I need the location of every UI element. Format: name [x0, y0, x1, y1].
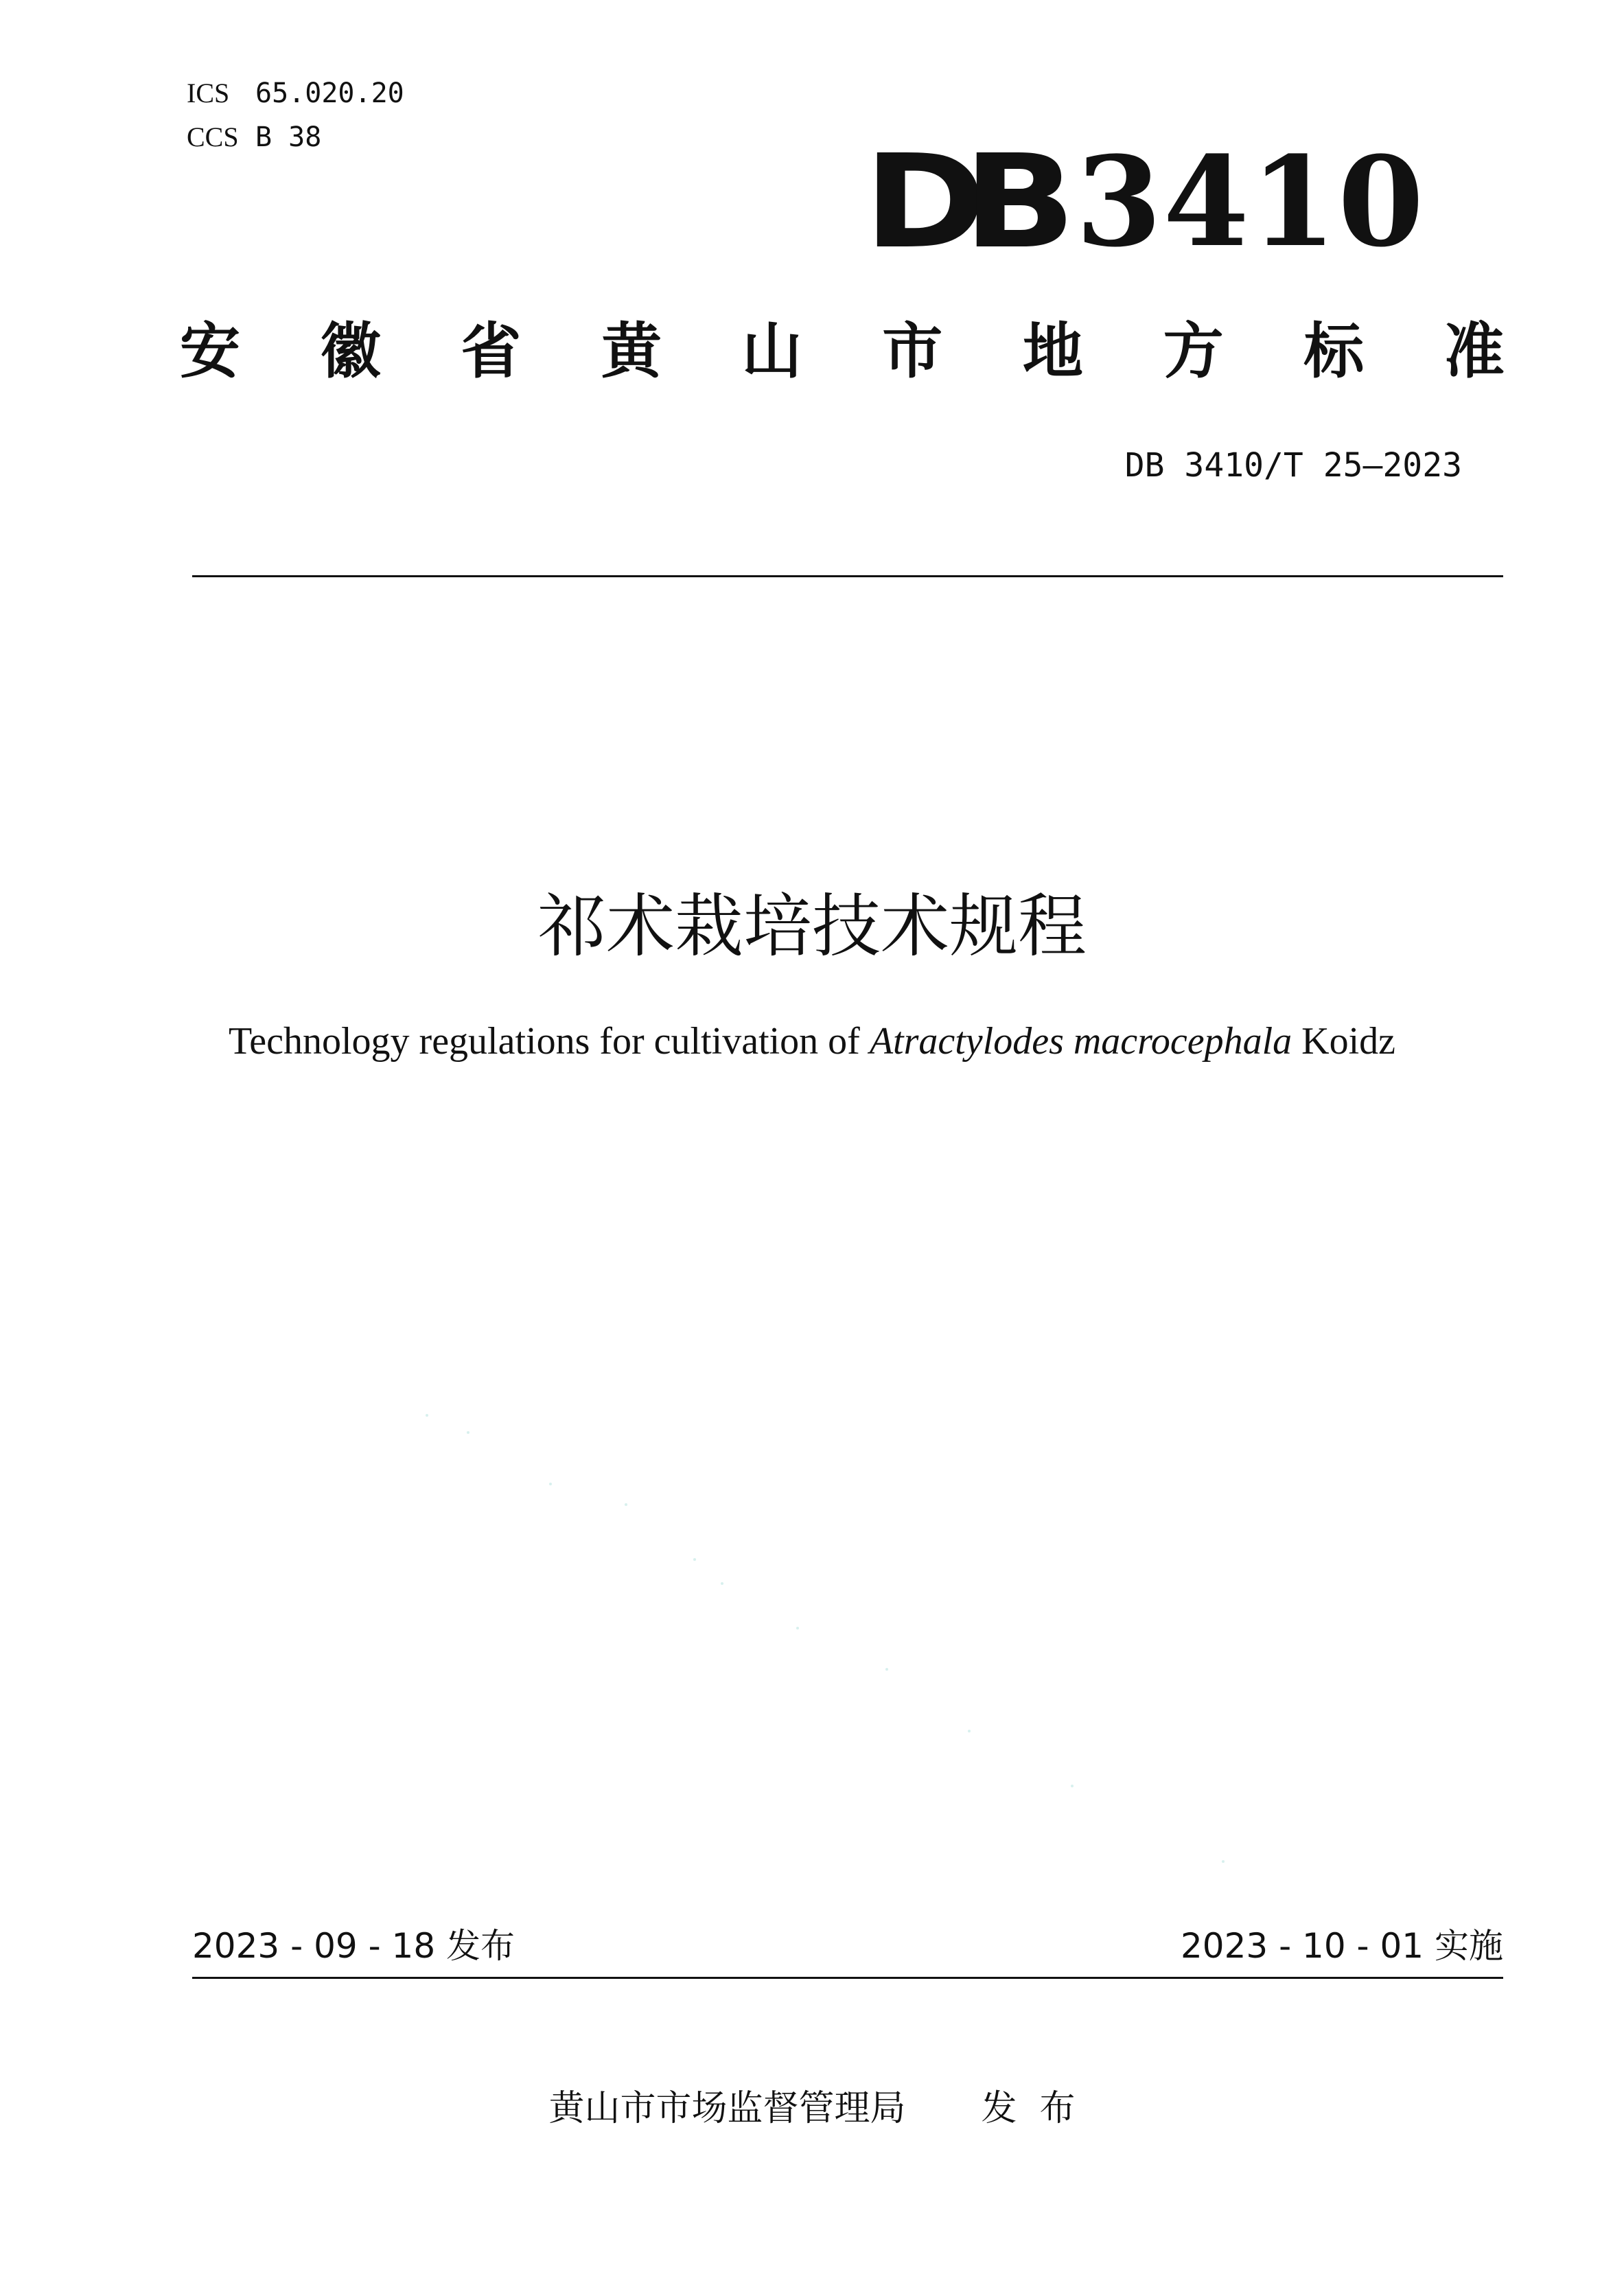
- authority-char: 方: [1163, 316, 1224, 386]
- authority-char: 准: [1443, 316, 1505, 386]
- title-english: [0, 1017, 1624, 1065]
- bottom-divider: [192, 1977, 1503, 1979]
- ccs-label: CCS: [187, 121, 239, 152]
- authority-char: 黄: [601, 316, 662, 386]
- authority-char: 徽: [320, 316, 381, 386]
- authority-char: 省: [461, 316, 522, 386]
- authority-heading: [180, 317, 1505, 386]
- top-divider: [192, 575, 1503, 577]
- authority-char: 安: [180, 316, 241, 386]
- ics-line: [187, 77, 404, 110]
- authority-char: 山: [741, 316, 802, 386]
- publisher-name: 黄山市市场监督管理局: [548, 2088, 906, 2129]
- db-logo-number: 3410: [1076, 130, 1426, 275]
- implementation-date: 2023 - 10 - 01 实施: [1180, 1926, 1503, 1966]
- title-chinese: 祁术栽培技术规程: [537, 886, 1087, 966]
- publisher-line: [0, 2087, 1624, 2131]
- authority-char: 地: [1022, 316, 1083, 386]
- title-english-species: Atractylodes macrocephala: [869, 1020, 1292, 1063]
- authority-char: 市: [882, 316, 943, 386]
- standard-number: DB 3410/T 25—2023: [1124, 446, 1462, 485]
- ics-value: 65.020.20: [255, 78, 404, 109]
- authority-char: 标: [1303, 316, 1365, 386]
- release-date: 2023 - 09 - 18 发布: [192, 1926, 515, 1966]
- ccs-value: B 38: [255, 121, 322, 153]
- publisher-action: 发 布: [981, 2088, 1076, 2129]
- title-english-prefix: Technology regulations for cultivation of: [228, 1020, 860, 1063]
- ccs-line: [187, 121, 321, 154]
- db-logo: [863, 127, 1426, 277]
- ics-label: ICS: [187, 78, 230, 108]
- db-logo-letters: DB: [863, 127, 1053, 277]
- title-english-suffix: Koidz: [1301, 1020, 1396, 1063]
